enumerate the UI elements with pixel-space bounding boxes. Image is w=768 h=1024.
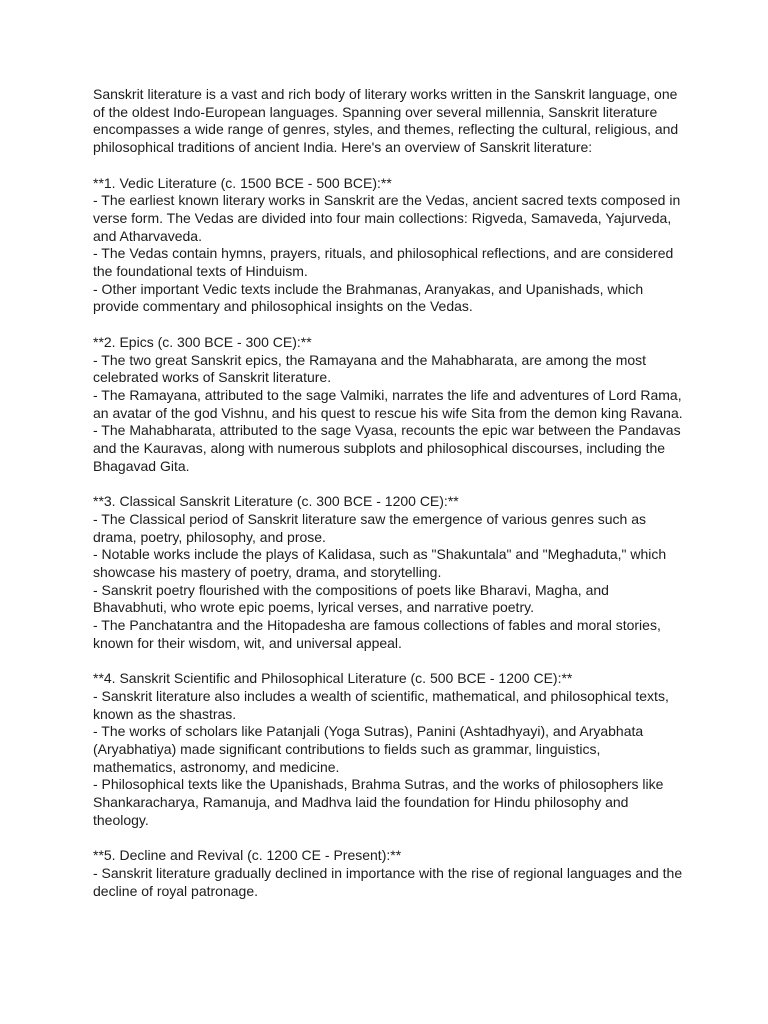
paragraph-gap (93, 157, 683, 175)
section-heading: **2. Epics (c. 300 BCE - 300 CE):** (93, 333, 312, 350)
section-scientific-philosophical-literature (93, 670, 683, 829)
bullet-point: - The works of scholars like Patanjali (Yoga Sutras), Panini (Ashtadhyayi), and Aryabhata (Aryabhatiya) made significant contributions to fields such as grammar, linguistics, mathematics, astronomy, and medicine. (93, 723, 644, 775)
bullet-point: - The Mahabharata, attributed to the sage Vyasa, recounts the epic war between the Pandavas and the Kauravas, along with numerous subplots and philosophical discourses, including the Bhagavad Gita. (93, 422, 681, 474)
bullet-point: - The Ramayana, attributed to the sage Valmiki, narrates the life and adventures of Lord Rama, an avatar of the god Vishnu, and his quest to rescue his wife Sita from the demon king Ravana. (93, 386, 683, 421)
bullet-point: - The Panchatantra and the Hitopadesha are famous collections of fables and moral stories, known for their wisdom, wit, and universal appeal. (93, 617, 661, 651)
bullet-point: - The earliest known literary works in Sanskrit are the Vedas, ancient sacred texts composed in verse form. The Vedas are divided into four main collections: Rigveda, Samaveda, Yajurveda, and Atharvaveda. (93, 192, 681, 244)
section-epics (93, 334, 683, 476)
intro-paragraph: Sanskrit literature is a vast and rich body of literary works written in the Sanskrit language, one of the oldest Indo-European languages. Spanning over several millennia, Sanskrit literature encompasses a wide range of genres, styles, and themes, reflecting the cultural, religious, and philosophical traditions of ancient India. Here's an overview of Sanskrit literature: (93, 86, 679, 156)
bullet-point: - Sanskrit poetry flourished with the compositions of poets like Bharavi, Magha, and Bhavabhuti, who wrote epic poems, lyrical verses, and narrative poetry. (93, 581, 609, 616)
bullet-point: - Philosophical texts like the Upanishads, Brahma Sutras, and the works of philosophers like Shankaracharya, Ramanuja, and Madhva laid the foundation for Hindu philosophy and theology. (93, 776, 664, 828)
section-decline-and-revival (93, 847, 683, 900)
section-classical-literature (93, 493, 683, 652)
section-heading: **5. Decline and Revival (c. 1200 CE - Present):** (93, 847, 402, 864)
paragraph-gap (93, 829, 683, 847)
bullet-point: - The Vedas contain hymns, prayers, rituals, and philosophical reflections, and are considered the foundational texts of Hinduism. (93, 245, 674, 280)
paragraph-gap (93, 475, 683, 493)
bullet-point: - The Classical period of Sanskrit literature saw the emergence of various genres such as drama, poetry, philosophy, and prose. (93, 510, 647, 545)
bullet-point: - Notable works include the plays of Kalidasa, such as "Shakuntala" and "Meghaduta," which showcase his mastery of poetry, drama, and storytelling. (93, 546, 667, 580)
section-heading: **3. Classical Sanskrit Literature (c. 300 BCE - 1200 CE):** (93, 493, 459, 510)
paragraph-gap (93, 652, 683, 670)
paragraph-gap (93, 316, 683, 334)
section-heading: **1. Vedic Literature (c. 1500 BCE - 500 BCE):** (93, 174, 392, 191)
bullet-point: - Sanskrit literature also includes a wealth of scientific, mathematical, and philosophical texts, known as the shastras. (93, 687, 669, 722)
bullet-point: - The two great Sanskrit epics, the Ramayana and the Mahabharata, are among the most celebrated works of Sanskrit literature. (93, 351, 647, 386)
document-page (93, 86, 683, 900)
bullet-point: - Sanskrit literature gradually declined in importance with the rise of regional languages and the decline of royal patronage. (93, 864, 683, 899)
section-heading: **4. Sanskrit Scientific and Philosophical Literature (c. 500 BCE - 1200 CE):** (93, 670, 573, 687)
bullet-point: - Other important Vedic texts include the Brahmanas, Aranyakas, and Upanishads, which provide commentary and philosophical insights on the Vedas. (93, 280, 644, 315)
section-vedic-literature (93, 175, 683, 317)
